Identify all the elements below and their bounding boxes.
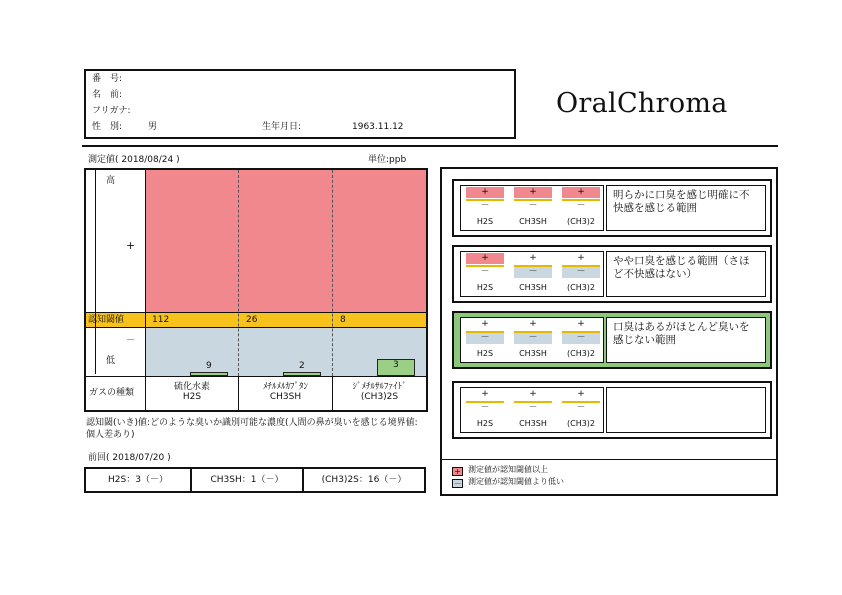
legend-divider <box>442 459 776 460</box>
legend-plus-cell: + <box>529 253 537 263</box>
legend-minus-cell: － <box>576 403 586 413</box>
threshold-value-ch32s: 8 <box>340 315 346 325</box>
plus-key-label: 測定値が認知閾値以上 <box>468 465 548 474</box>
minus-level-label: － <box>126 336 136 346</box>
brand-logo: OralChroma <box>556 88 728 119</box>
legend-description: 口臭はあるがほとんど臭いを感じない範囲 <box>606 317 766 363</box>
threshold-label: 認知閾値 <box>88 315 125 325</box>
value-label-h2s: 9 <box>206 361 212 371</box>
previous-results <box>84 467 426 493</box>
threshold-value-ch3sh: 26 <box>246 315 258 325</box>
gas-name-jp: 硫化水素 <box>173 382 210 392</box>
legend-gas-label: CH3SH <box>519 419 547 428</box>
previous-h2s: H2S：3（－） <box>86 469 192 491</box>
column-divider <box>332 170 333 376</box>
legend-pattern-table <box>460 317 604 363</box>
legend-plus-cell: + <box>466 187 504 198</box>
value-bar-ch3sh <box>283 372 321 376</box>
legend-minus-cell: － <box>562 333 600 344</box>
legend-minus-cell: － <box>480 267 490 277</box>
plus-key-swatch: + <box>452 467 463 476</box>
number-label: 番 号: <box>92 74 123 84</box>
sex-value: 男 <box>148 122 158 132</box>
legend-gas-label: (CH3)2 <box>566 419 596 428</box>
birth-value: 1963.11.12 <box>352 122 404 132</box>
header-divider <box>82 145 778 147</box>
legend-plus-cell: + <box>481 319 489 329</box>
birth-label: 生年月日: <box>262 122 302 132</box>
legend-panel <box>452 245 772 303</box>
above-threshold-area <box>145 170 426 312</box>
legend-minus-cell: － <box>576 201 586 211</box>
gas-name-jp: ﾒﾁﾙﾒﾙｶﾌﾟﾀﾝ <box>262 382 308 392</box>
legend-minus-cell: － <box>480 201 490 211</box>
gas-name-ch32s <box>333 382 426 403</box>
legend-pattern-table <box>460 387 604 433</box>
legend-description: やや口臭を感じる範囲（さほど不快感はない） <box>606 251 766 297</box>
unit-label: 単位:ppb <box>368 155 407 165</box>
legend-plus-cell: + <box>481 389 489 399</box>
gas-name-formula: H2S <box>182 392 202 403</box>
legend-minus-cell: － <box>466 333 504 344</box>
legend-gas-label: CH3SH <box>519 349 547 358</box>
gas-name-jp: ｼﾞﾒﾁﾙｻﾙﾌｧｲﾄﾞ <box>352 382 407 392</box>
legend-plus-cell: + <box>577 319 585 329</box>
legend-plus-cell: + <box>514 187 552 198</box>
legend-panel <box>452 179 772 237</box>
legend-minus-cell: － <box>514 333 552 344</box>
legend-pattern-table <box>460 185 604 231</box>
value-bar-h2s <box>190 372 228 376</box>
legend-plus-cell: + <box>529 389 537 399</box>
legend-plus-cell: + <box>577 389 585 399</box>
value-label-ch3sh: 2 <box>299 361 305 371</box>
gas-name-formula: CH3SH <box>269 392 302 403</box>
legend-gas-label: (CH3)2 <box>566 283 596 292</box>
legend-box <box>440 167 778 496</box>
legend-plus-cell: + <box>562 187 600 198</box>
legend-description <box>606 387 766 433</box>
gas-name-formula: (CH3)2S <box>360 392 399 403</box>
gas-row-divider <box>86 376 426 377</box>
legend-plus-cell: + <box>529 319 537 329</box>
minus-key-label: 測定値が認知閾値より低い <box>468 477 564 486</box>
legend-gas-label: H2S <box>476 419 494 428</box>
threshold-note-line2: 個人差あり) <box>86 430 135 440</box>
value-label-ch32s: 3 <box>393 360 399 370</box>
threshold-note-line1: 認知閾(いき)値:どのような臭いか識別可能な濃度(人間の鼻が臭いを感じる境界値: <box>86 418 418 428</box>
legend-minus-cell: － <box>528 403 538 413</box>
legend-panel <box>452 311 772 369</box>
legend-gas-label: H2S <box>476 283 494 292</box>
label-column-divider <box>145 170 146 410</box>
patient-info-box <box>84 69 516 139</box>
legend-gas-label: (CH3)2 <box>566 217 596 226</box>
minus-key-swatch: － <box>453 479 462 488</box>
legend-gas-label: H2S <box>476 217 494 226</box>
gas-chart <box>84 168 428 412</box>
legend-minus-cell: － <box>528 201 538 211</box>
high-label: 高 <box>106 176 116 186</box>
plus-level-label: + <box>126 239 136 252</box>
legend-gas-label: H2S <box>476 349 494 358</box>
sex-label: 性 別: <box>92 122 123 132</box>
column-divider <box>238 170 239 376</box>
legend-plus-cell: + <box>577 253 585 263</box>
legend-panel <box>452 381 772 439</box>
legend-gas-label: CH3SH <box>519 283 547 292</box>
gas-name-ch3sh <box>239 382 332 403</box>
gas-type-label: ガスの種類 <box>89 388 135 398</box>
legend-pattern-table <box>460 251 604 297</box>
previous-ch32s: (CH3)2S：16（－） <box>321 475 407 485</box>
low-label: 低 <box>106 356 116 366</box>
legend-description: 明らかに口臭を感じ明確に不快感を感じる範囲 <box>606 185 766 231</box>
furigana-label: フリガナ: <box>92 106 131 116</box>
gas-name-h2s <box>146 382 238 403</box>
axis-line <box>95 170 96 374</box>
legend-minus-cell: － <box>480 403 490 413</box>
legend-gas-label: CH3SH <box>519 217 547 226</box>
previous-date: 前回( 2018/07/20 ) <box>88 453 171 463</box>
name-label: 名 前: <box>92 90 123 100</box>
legend-minus-cell: － <box>562 267 600 278</box>
measurement-date: 測定値( 2018/08/24 ) <box>88 155 180 165</box>
legend-plus-cell: + <box>466 253 504 264</box>
legend-minus-cell: － <box>514 267 552 278</box>
legend-gas-label: (CH3)2 <box>566 349 596 358</box>
threshold-value-h2s: 112 <box>152 315 170 325</box>
previous-ch3sh: CH3SH：1（－） <box>192 469 304 491</box>
